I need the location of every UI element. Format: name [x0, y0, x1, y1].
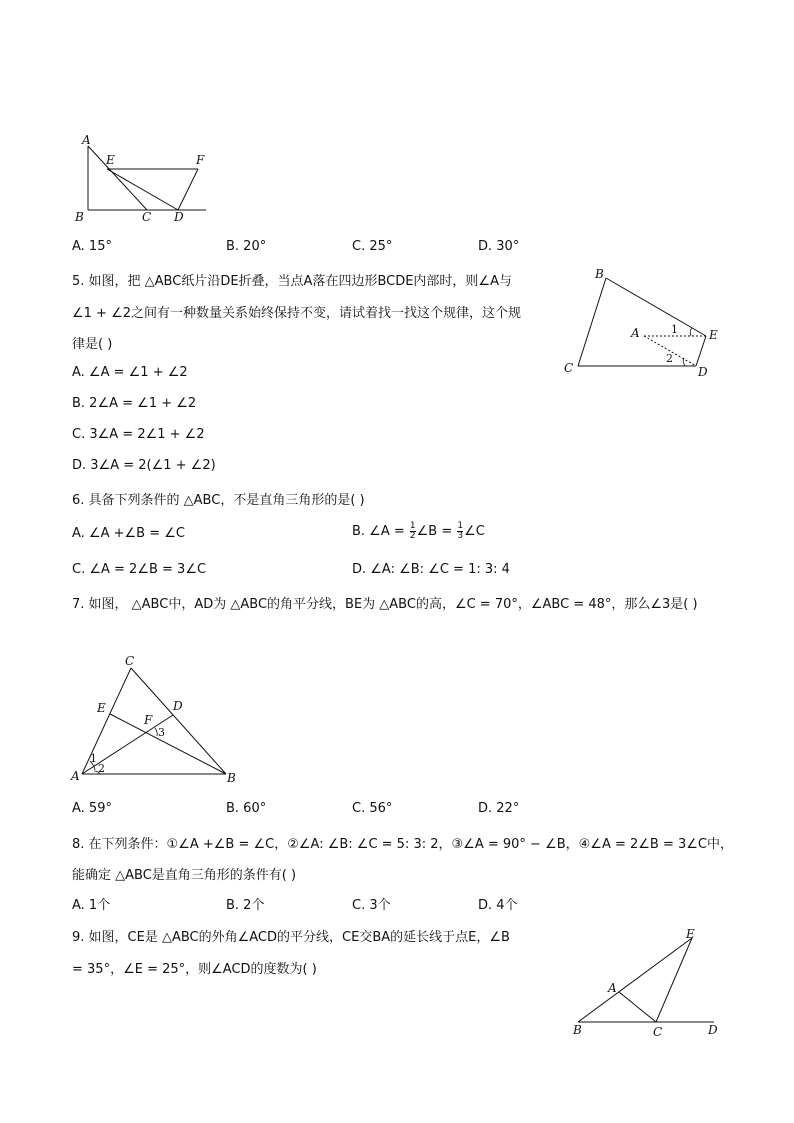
- q7-figure: [66, 652, 246, 788]
- q6-option-d[interactable]: D. ∠A: ∠B: ∠C = 1: 3: 4: [352, 562, 510, 577]
- fig7-label-c: C: [125, 654, 135, 668]
- fig5-label-a: A: [631, 326, 640, 340]
- fraction-third: [457, 522, 463, 541]
- q6-option-a[interactable]: A. ∠A +∠B = ∠C: [72, 526, 185, 541]
- fig4-label-b: B: [75, 210, 84, 224]
- q5-option-d[interactable]: D. 3∠A = 2(∠1 + ∠2): [72, 458, 216, 473]
- q9-stem-line2: = 35°，∠E = 25°，则∠ACD的度数为( ): [72, 962, 317, 977]
- q8-option-a[interactable]: A. 1个: [72, 898, 111, 913]
- fig4-label-a: A: [82, 133, 91, 147]
- q5-option-b[interactable]: B. 2∠A = ∠1 + ∠2: [72, 396, 197, 411]
- fig5-label-d: D: [698, 365, 708, 379]
- fig5-label-c: C: [564, 361, 574, 375]
- fraction-half-den: 2: [409, 531, 416, 541]
- fig9-label-c: C: [653, 1025, 663, 1039]
- q4-option-b[interactable]: B. 20°: [226, 239, 267, 254]
- fig4-label-d: D: [174, 210, 184, 224]
- fig4-label-e: E: [106, 153, 115, 167]
- q4-option-c[interactable]: C. 25°: [352, 239, 393, 254]
- q7-option-c[interactable]: C. 56°: [352, 801, 393, 816]
- q8-option-b[interactable]: B. 2个: [226, 898, 265, 913]
- fraction-third-num: 1: [457, 521, 464, 531]
- fig7-angle-3: 3: [158, 726, 165, 739]
- fraction-half: [410, 522, 416, 541]
- q4-option-d[interactable]: D. 30°: [478, 239, 520, 254]
- q9-stem-line1: 9. 如图，CE是 △ABC的外角∠ACD的平分线，CE交BA的延长线于点E，∠B: [72, 930, 510, 945]
- q7-option-b[interactable]: B. 60°: [226, 801, 267, 816]
- fig7-angle-2: 2: [98, 762, 105, 775]
- fraction-half-num: 1: [409, 521, 416, 531]
- q5-option-a[interactable]: A. ∠A = ∠1 + ∠2: [72, 365, 188, 380]
- q5-stem-line3: 律是( ): [72, 337, 113, 352]
- q5-option-c[interactable]: C. 3∠A = 2∠1 + ∠2: [72, 427, 205, 442]
- fig5-angle-2: 2: [666, 352, 673, 365]
- fig7-label-a: A: [71, 769, 80, 783]
- q8-option-c[interactable]: C. 3个: [352, 898, 391, 913]
- q5-stem-line2: ∠1 + ∠2之间有一种数量关系始终保持不变，请试着找一找这个规律，这个规: [72, 306, 522, 321]
- fig9-label-a: A: [608, 981, 617, 995]
- fig7-label-d: D: [173, 699, 183, 713]
- q6-option-c[interactable]: C. ∠A = 2∠B = 3∠C: [72, 562, 207, 577]
- q8-option-d[interactable]: D. 4个: [478, 898, 518, 913]
- fig9-label-d: D: [708, 1023, 718, 1037]
- q7-option-d[interactable]: D. 22°: [478, 801, 520, 816]
- fig5-angle-1: 1: [671, 323, 678, 336]
- q8-stem-line1: 8. 在下列条件：①∠A +∠B = ∠C，②∠A: ∠B: ∠C = 5: 3: 2，③∠A = 90° − ∠B，④∠A = 2∠B = 3∠C中，: [72, 837, 734, 852]
- fig7-label-f: F: [144, 713, 153, 727]
- q6-option-b-mid: ∠B =: [416, 524, 457, 539]
- fig7-label-b: B: [227, 771, 236, 785]
- q6-option-b-prefix: B. ∠A =: [352, 524, 409, 539]
- fig4-label-f: F: [196, 153, 205, 167]
- q7-stem: 7. 如图， △ABC中，AD为 △ABC的角平分线，BE为 △ABC的高，∠C = 70°，∠ABC = 48°，那么∠3是( ): [72, 597, 698, 612]
- q7-option-a[interactable]: A. 59°: [72, 801, 112, 816]
- q8-stem-line2: 能确定 △ABC是直角三角形的条件有( ): [72, 868, 297, 883]
- fraction-third-den: 3: [457, 531, 464, 541]
- fig5-label-b: B: [595, 267, 604, 281]
- fig5-label-e: E: [709, 328, 718, 342]
- fig9-label-b: B: [573, 1023, 582, 1037]
- q9-figure: [564, 924, 734, 1044]
- q6-option-b-suffix: ∠C: [464, 524, 485, 539]
- q4-figure: [70, 132, 220, 228]
- fig7-label-e: E: [97, 701, 106, 715]
- q6-stem: 6. 具备下列条件的 △ABC，不是直角三角形的是( ): [72, 493, 365, 508]
- fig9-label-e: E: [686, 927, 695, 941]
- q5-figure: [558, 262, 730, 382]
- fig4-label-c: C: [142, 210, 152, 224]
- q4-option-a[interactable]: A. 15°: [72, 239, 112, 254]
- fig7-angle-1: 1: [90, 752, 97, 765]
- q5-stem-line1: 5. 如图，把 △ABC纸片沿DE折叠，当点A落在四边形BCDE内部时，则∠A与: [72, 274, 512, 289]
- q6-option-b[interactable]: [352, 522, 485, 541]
